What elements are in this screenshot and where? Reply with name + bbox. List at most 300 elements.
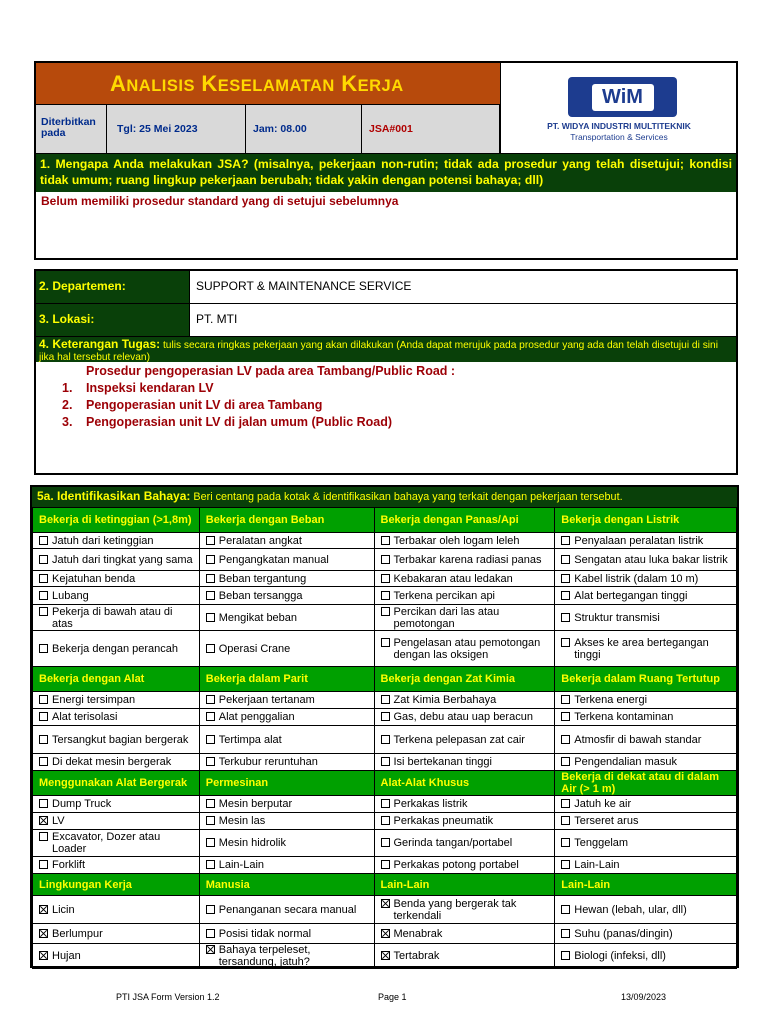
hazard-cell [555, 605, 737, 631]
department-value: SUPPORT & MAINTENANCE SERVICE [189, 271, 736, 303]
hazard-checkbox[interactable] [381, 695, 390, 704]
section1-question: 1. Mengapa Anda melakukan JSA? (misalnya, pekerjaan non-rutin; tidak ada prosedur yang telah disetujui; kondisi tidak umum; ruang lingkup pekerjaan berubah; tidak yakin dengan potensi bahaya; dll) [36, 154, 736, 192]
hazard-checkbox[interactable] [381, 838, 390, 847]
hazard-cell [199, 571, 374, 587]
hazard-row [33, 896, 737, 924]
hazard-item [561, 590, 733, 602]
hazard-item [381, 606, 552, 630]
hazard-checkbox[interactable] [561, 574, 570, 583]
hazard-cell [199, 709, 374, 726]
hazard-item-label: Penyalaan peralatan listrik [574, 534, 704, 547]
hazard-cell [374, 813, 555, 830]
hazard-cell [199, 605, 374, 631]
task-item [62, 380, 712, 397]
hazard-item [206, 694, 371, 706]
hazard-checkbox[interactable] [39, 757, 48, 766]
hazard-row [33, 924, 737, 944]
hazard-cell [199, 813, 374, 830]
hazard-item-label: Kejatuhan benda [52, 572, 136, 585]
hazard-category-header: Bekerja dengan Zat Kimia [374, 667, 555, 692]
hazard-checkbox[interactable] [561, 816, 570, 825]
hazard-cell [33, 571, 200, 587]
hazard-category-header: Bekerja dengan Listrik [555, 508, 737, 533]
hazard-item-label: Penanganan secara manual [218, 903, 357, 916]
hazard-category-header: Alat-Alat Khusus [374, 771, 555, 796]
hazard-checkbox[interactable] [561, 735, 570, 744]
hazard-item-label: Alat terisolasi [52, 711, 118, 723]
hazard-item [39, 554, 196, 566]
hazard-item [206, 734, 371, 746]
hazard-item-label: Kebakaran atau ledakan [393, 572, 513, 585]
hazard-item-label: Akses ke area bertegangan tinggi [574, 636, 709, 661]
hazard-row [33, 857, 737, 874]
hazard-item-label: Dump Truck [52, 798, 112, 810]
hazard-cell [555, 830, 737, 857]
hazard-item-label: Bekerja dengan perancah [52, 642, 178, 655]
checked-checkbox[interactable] [381, 899, 390, 908]
hazard-item [561, 756, 733, 768]
hazard-checkbox[interactable] [561, 757, 570, 766]
hazard-row [33, 796, 737, 813]
hazard-checkbox[interactable] [39, 712, 48, 721]
hazard-checkbox[interactable] [561, 613, 570, 622]
hazard-category-row [33, 874, 737, 896]
task-intro: Prosedur pengoperasian LV pada area Tambang/Public Road : [86, 364, 456, 378]
hazard-checkbox[interactable] [206, 591, 215, 600]
hazard-item [561, 904, 733, 916]
hazard-item [381, 554, 552, 566]
hazard-item [206, 590, 371, 602]
hazard-cell [374, 796, 555, 813]
hazard-checkbox[interactable] [206, 860, 215, 869]
checked-checkbox[interactable] [381, 929, 390, 938]
hazard-cell [555, 549, 737, 571]
hazard-row [33, 813, 737, 830]
hazard-item-label: Terbakar karena radiasi panas [393, 553, 542, 566]
hazard-checkbox[interactable] [381, 591, 390, 600]
hazard-row [33, 754, 737, 771]
hazard-checkbox[interactable] [561, 536, 570, 545]
hazard-item [561, 573, 733, 585]
hazard-checkbox[interactable] [39, 832, 48, 841]
hazard-item-label: Terkena energi [574, 694, 648, 706]
hazard-checkbox[interactable] [39, 799, 48, 808]
hazard-item [39, 904, 196, 916]
hazard-cell [33, 587, 200, 605]
title-initial: A [110, 70, 127, 96]
hazard-cell [555, 533, 737, 549]
hazard-item-label: Perkakas pneumatik [393, 815, 494, 827]
checked-checkbox[interactable] [39, 929, 48, 938]
hazard-item-label: Jatuh dari ketinggian [52, 534, 154, 547]
hazard-category-header: Bekerja di dekat atau di dalam Air (> 1 m) [555, 771, 737, 796]
hazard-item [381, 898, 552, 922]
hazard-item [39, 756, 196, 768]
hazard-item-label: Pengelasan atau pemotongan dengan las oksigen [393, 636, 541, 661]
hazard-item-label: Operasi Crane [218, 642, 291, 655]
hazard-checkbox[interactable] [561, 951, 570, 960]
hazard-item [561, 859, 733, 871]
hazard-checkbox[interactable] [39, 536, 48, 545]
hazard-item [561, 734, 733, 746]
hazard-item [39, 815, 196, 827]
hazard-item [381, 711, 552, 723]
hazard-cell [555, 709, 737, 726]
hazard-cell [33, 830, 200, 857]
hazard-category-header: Bekerja di ketinggian (>1,8m) [33, 508, 200, 533]
hazard-cell [374, 709, 555, 726]
hazard-header-instruction: Beri centang pada kotak & identifikasikan bahaya yang terkait dengan pekerjaan tersebut. [190, 491, 623, 503]
hazard-cell [374, 857, 555, 874]
hazard-category-header: Bekerja dengan Panas/Api [374, 508, 555, 533]
hazard-checkbox[interactable] [561, 695, 570, 704]
hazard-item-label: Terkena pelepasan zat cair [393, 733, 525, 746]
hazard-checkbox[interactable] [206, 838, 215, 847]
hazard-cell [199, 754, 374, 771]
hazard-item-label: Tertabrak [393, 950, 440, 962]
hazard-cell [33, 726, 200, 754]
hazard-cell [374, 571, 555, 587]
task-number: 3. [62, 415, 73, 429]
hazard-cell [199, 896, 374, 924]
hazard-cell [199, 549, 374, 571]
hazard-cell [33, 796, 200, 813]
hazard-item-label: Struktur transmisi [574, 611, 660, 624]
hazard-cell [555, 813, 737, 830]
hazard-item-label: Atmosfir di bawah standar [574, 733, 702, 746]
hazard-cell [374, 549, 555, 571]
hazard-item-label: Excavator, Dozer atau Loader [52, 831, 161, 855]
hazard-checkbox[interactable] [39, 644, 48, 653]
hazard-checkbox[interactable] [561, 860, 570, 869]
hazard-item-label: Suhu (panas/dingin) [574, 927, 673, 940]
hazard-cell [374, 533, 555, 549]
title-initial: K [341, 70, 358, 96]
hazard-item-label: LV [52, 815, 65, 827]
hazard-checkbox[interactable] [561, 638, 570, 647]
hazard-checkbox[interactable] [561, 799, 570, 808]
hazard-item-label: Mesin las [218, 815, 266, 827]
hazard-item [206, 554, 371, 566]
hazard-checkbox[interactable] [206, 695, 215, 704]
hazard-checkbox[interactable] [381, 735, 390, 744]
hazard-item [39, 831, 196, 855]
hazard-item-label: Tenggelam [574, 837, 629, 849]
hazard-cell [374, 754, 555, 771]
hazard-item-label: Hujan [52, 950, 81, 962]
hazard-item [206, 756, 371, 768]
title-initial: K [201, 70, 218, 96]
hazard-item-label: Peralatan angkat [218, 534, 302, 547]
hazard-row [33, 830, 737, 857]
hazard-category-row [33, 771, 737, 796]
hazard-row [33, 692, 737, 709]
hazard-cell [199, 692, 374, 709]
hazard-cell [33, 813, 200, 830]
hazard-item [39, 535, 196, 547]
hazard-item-label: Beban tersangga [218, 589, 303, 602]
task-list [62, 380, 712, 431]
hazard-cell [33, 533, 200, 549]
hazard-category-header: Menggunakan Alat Bergerak [33, 771, 200, 796]
hazard-checkbox[interactable] [206, 555, 215, 564]
hazard-checkbox[interactable] [561, 712, 570, 721]
hazard-item [381, 535, 552, 547]
hazard-item-label: Tersangkut bagian bergerak [52, 733, 189, 746]
hazard-cell [374, 605, 555, 631]
hazard-row [33, 631, 737, 667]
hazard-checkbox[interactable] [206, 644, 215, 653]
hazard-cell [199, 857, 374, 874]
hazard-cell [555, 631, 737, 667]
hazard-checkbox[interactable] [381, 799, 390, 808]
hazard-checkbox[interactable] [206, 816, 215, 825]
hazard-item [561, 837, 733, 849]
hazard-item-label: Sengatan atau luka bakar listrik [574, 553, 728, 566]
hazard-checkbox[interactable] [206, 613, 215, 622]
hazard-checkbox[interactable] [206, 712, 215, 721]
hazard-category-header: Bekerja dalam Parit [199, 667, 374, 692]
hazard-item [206, 859, 371, 871]
hazard-item-label: Hewan (lebah, ular, dll) [574, 903, 687, 916]
hazard-item-label: Biologi (infeksi, dll) [574, 950, 666, 962]
task-number: 2. [62, 398, 73, 412]
hazard-item [561, 928, 733, 940]
hazard-category-header: Permesinan [199, 771, 374, 796]
hazard-cell [374, 587, 555, 605]
hazard-cell [374, 726, 555, 754]
checked-checkbox[interactable] [39, 816, 48, 825]
hazard-item-label: Pengangkatan manual [218, 553, 329, 566]
hazard-checkbox[interactable] [206, 757, 215, 766]
hazard-cell [199, 924, 374, 944]
task-item [62, 414, 712, 431]
hazard-checkbox[interactable] [561, 555, 570, 564]
hazard-item [561, 554, 733, 566]
hazard-cell [555, 896, 737, 924]
hazard-row [33, 587, 737, 605]
hazard-item-label: Percikan dari las atau pemotongan [393, 605, 500, 630]
hazard-item [381, 837, 552, 849]
hazard-checkbox[interactable] [39, 735, 48, 744]
hazard-cell [33, 754, 200, 771]
hazard-item [39, 734, 196, 746]
hazard-item [561, 535, 733, 547]
hazard-category-row [33, 667, 737, 692]
task-text: Inspeksi kendaran LV [86, 381, 214, 395]
hazard-category-header: Bekerja dengan Alat [33, 667, 200, 692]
hazard-item-label: Menabrak [393, 927, 443, 940]
hazard-cell [33, 896, 200, 924]
hazard-cell [555, 924, 737, 944]
hazard-item [206, 612, 371, 624]
hazard-item-label: Perkakas listrik [393, 798, 468, 810]
hazard-checkbox[interactable] [561, 591, 570, 600]
footer-page: Page 1 [378, 992, 407, 1002]
hazard-cell [33, 692, 200, 709]
hazard-cell [33, 709, 200, 726]
hazard-cell [555, 571, 737, 587]
hazard-item-label: Lubang [52, 589, 89, 602]
hazard-item [206, 798, 371, 810]
hazard-cell [374, 924, 555, 944]
hazard-item-label: Kabel listrik (dalam 10 m) [574, 572, 699, 585]
hazard-cell [33, 924, 200, 944]
hazard-cell [374, 830, 555, 857]
hazard-cell [199, 830, 374, 857]
hazard-table [32, 507, 737, 969]
task-description-header [36, 336, 736, 362]
hazard-item [39, 859, 196, 871]
hazard-item [206, 944, 371, 968]
hazard-row [33, 571, 737, 587]
hazard-row [33, 533, 737, 549]
hazard-checkbox[interactable] [381, 712, 390, 721]
issue-time: Jam: 08.00 [245, 104, 361, 153]
hazard-cell [199, 533, 374, 549]
hazard-checkbox[interactable] [381, 757, 390, 766]
checked-checkbox[interactable] [39, 905, 48, 914]
hazard-checkbox[interactable] [39, 574, 48, 583]
hazard-cell [374, 944, 555, 969]
hazard-cell [555, 692, 737, 709]
hazard-checkbox[interactable] [206, 799, 215, 808]
task-text: Pengoperasian unit LV di jalan umum (Public Road) [86, 415, 393, 429]
company-tagline: Transportation & Services [570, 132, 668, 142]
hazard-cell [199, 587, 374, 605]
hazard-checkbox[interactable] [381, 536, 390, 545]
hazard-item [381, 573, 552, 585]
hazard-checkbox[interactable] [206, 905, 215, 914]
hazard-item [39, 711, 196, 723]
hazard-header [32, 487, 737, 507]
hazard-item-label: Licin [52, 903, 75, 916]
hazard-checkbox[interactable] [206, 735, 215, 744]
hazard-item-label: Berlumpur [52, 927, 103, 940]
hazard-item [561, 711, 733, 723]
task-number: 1. [62, 381, 73, 395]
company-logo-area [500, 63, 736, 153]
hazard-checkbox[interactable] [39, 555, 48, 564]
hazard-item-label: Terkena percikan api [393, 589, 496, 602]
hazard-cell [555, 944, 737, 969]
hazard-cell [374, 631, 555, 667]
hazard-checkbox[interactable] [381, 555, 390, 564]
hazard-checkbox[interactable] [381, 816, 390, 825]
hazard-cell [199, 726, 374, 754]
hazard-item [561, 815, 733, 827]
hazard-category-header: Bekerja dengan Beban [199, 508, 374, 533]
hazard-cell [555, 754, 737, 771]
title-word-rest: ESELAMATAN [217, 76, 335, 95]
hazard-item [561, 694, 733, 706]
issued-label: Diterbitkan pada [36, 104, 106, 153]
hazard-item [206, 815, 371, 827]
hazard-checkbox[interactable] [561, 905, 570, 914]
company-logo-mark: WiM [592, 84, 654, 111]
hazard-item-label: Pekerja di bawah atau di atas [52, 605, 173, 630]
section1-answer: Belum memiliki prosedur standard yang di setujui sebelumnya [41, 194, 399, 208]
hazard-item [381, 637, 552, 661]
hazard-item [39, 573, 196, 585]
department-label: 2. Departemen: [36, 271, 189, 303]
hazard-item [39, 590, 196, 602]
hazard-checkbox[interactable] [381, 574, 390, 583]
footer-form-version: PTI JSA Form Version 1.2 [116, 992, 220, 1002]
hazard-row [33, 709, 737, 726]
hazard-checkbox[interactable] [381, 607, 390, 616]
hazard-checkbox[interactable] [561, 838, 570, 847]
hazard-item-label: Zat Kimia Berbahaya [393, 694, 497, 706]
hazard-checkbox[interactable] [381, 638, 390, 647]
hazard-item [206, 711, 371, 723]
hazard-category-header: Lain-Lain [374, 874, 555, 896]
hazard-checkbox[interactable] [381, 860, 390, 869]
hazard-item-label: Gerinda tangan/portabel [393, 837, 513, 849]
hazard-checkbox[interactable] [206, 929, 215, 938]
hazard-item-label: Pekerjaan tertanam [218, 694, 315, 706]
hazard-item [381, 734, 552, 746]
hazard-item-label: Perkakas potong portabel [393, 859, 519, 871]
hazard-cell [33, 549, 200, 571]
hazard-item-label: Pengendalian masuk [574, 756, 677, 768]
hazard-item-label: Jatuh dari tingkat yang sama [52, 553, 193, 566]
hazard-item [561, 637, 733, 661]
hazard-item [39, 694, 196, 706]
hazard-cell [33, 605, 200, 631]
task-item [62, 397, 712, 414]
hazard-item [206, 643, 371, 655]
hazard-item-label: Terkubur reruntuhan [218, 756, 318, 768]
hazard-cell [374, 692, 555, 709]
page-title [36, 63, 500, 104]
hazard-row [33, 726, 737, 754]
hazard-category-header: Manusia [199, 874, 374, 896]
hazard-item-label: Mesin hidrolik [218, 837, 286, 849]
hazard-checkbox[interactable] [206, 536, 215, 545]
company-logo [568, 77, 677, 117]
hazard-item-label: Lain-Lain [218, 859, 265, 871]
checked-checkbox[interactable] [206, 945, 215, 954]
hazard-checkbox[interactable] [561, 929, 570, 938]
checked-checkbox[interactable] [39, 951, 48, 960]
company-name: PT. WIDYA INDUSTRI MULTITEKNIK [547, 121, 691, 131]
hazard-checkbox[interactable] [39, 607, 48, 616]
hazard-item-label: Terseret arus [574, 815, 639, 827]
hazard-cell [199, 631, 374, 667]
task-text: Pengoperasian unit LV di area Tambang [86, 398, 323, 412]
hazard-cell [33, 631, 200, 667]
hazard-header-label: 5a. Identifikasikan Bahaya: [37, 489, 191, 503]
hazard-item-label: Gas, debu atau uap beracun [393, 711, 533, 723]
checked-checkbox[interactable] [381, 951, 390, 960]
hazard-item [381, 590, 552, 602]
hazard-checkbox[interactable] [39, 695, 48, 704]
hazard-item [206, 904, 371, 916]
hazard-item [381, 859, 552, 871]
hazard-item-label: Tertimpa alat [218, 733, 282, 746]
hazard-item-label: Forklift [52, 859, 85, 871]
hazard-item [39, 606, 196, 630]
jsa-number-text: JSA#001 [369, 123, 413, 135]
hazard-cell [555, 857, 737, 874]
hazard-cell [555, 726, 737, 754]
hazard-item-label: Terkena kontaminan [574, 711, 674, 723]
hazard-row [33, 944, 737, 969]
hazard-checkbox[interactable] [206, 574, 215, 583]
hazard-checkbox[interactable] [39, 591, 48, 600]
hazard-checkbox[interactable] [39, 860, 48, 869]
